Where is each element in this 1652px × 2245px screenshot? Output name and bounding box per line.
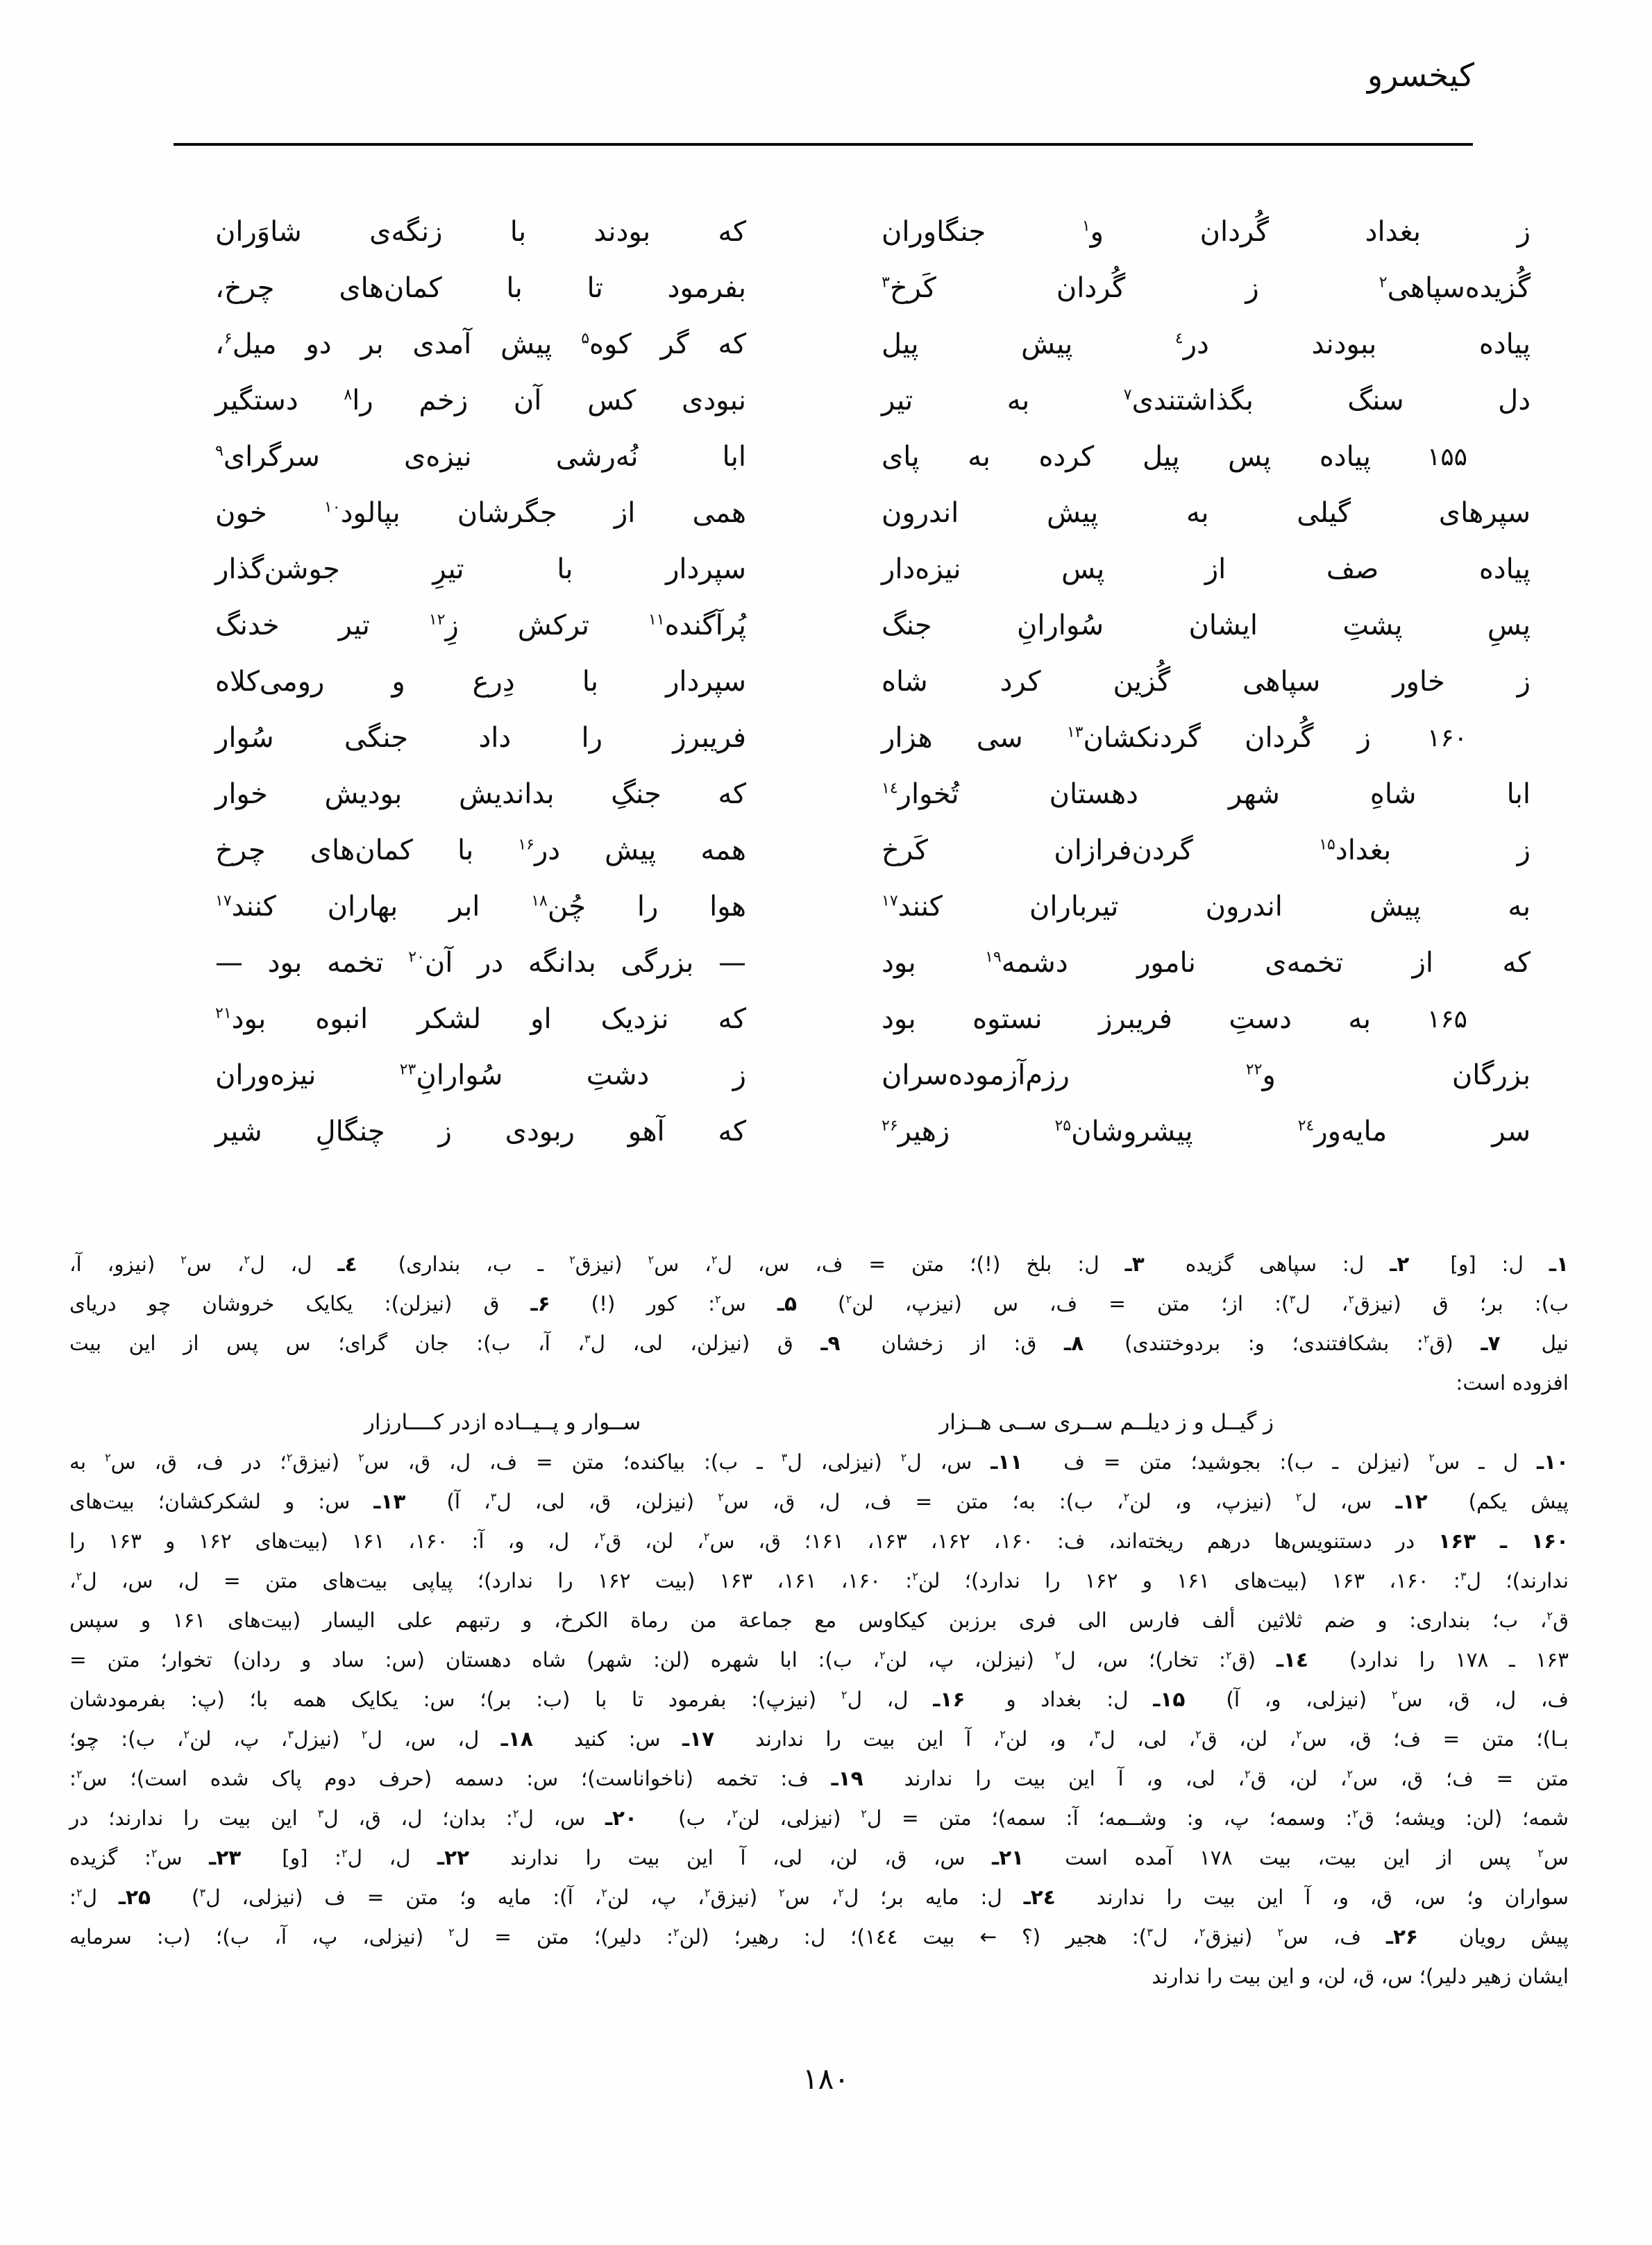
verse-row bbox=[215, 598, 1531, 654]
hemistich-right: سپرهای گیلی به پیش اندرون bbox=[882, 497, 1531, 529]
footnotes-block bbox=[69, 1245, 1569, 1996]
page-number: ۱۸۰ bbox=[802, 2062, 850, 2096]
hemistich-right: گُزیده‌سپاهی$^۲$ ز گُردان کَرخ$^۳$ bbox=[882, 272, 1531, 304]
footnote-verse-left: ســوار و پــیــاده ازدر کــــارزار bbox=[364, 1410, 641, 1435]
verse-row bbox=[215, 766, 1531, 823]
footnote-inline-verse bbox=[69, 1403, 1569, 1443]
header-rule bbox=[174, 143, 1473, 146]
hemistich-right: به پیش اندرون تیرباران کنند$^{۱۷}$ bbox=[882, 891, 1531, 923]
verse-row bbox=[215, 541, 1531, 598]
hemistich-left: که جنگِ بداندیش بودیش خوار bbox=[215, 778, 746, 810]
footnote-line: ق$^۲$، ب؛ بنداری: و ضم ثلاثین ألف فارس الی فری برزبن کیکاوس مع جماعة من رماة الکرخ، و رتبهم علی الیسار (بیت‌های ۱۶۱ و سپس bbox=[69, 1608, 1569, 1632]
footnote-line: ندارند)؛ ل$^۳$: ۱۶۰، ۱۶۳ (بیت‌های ۱۶۱ و ۱۶۲ را ندارد)؛ لن$^۲$: ۱۶۰، ۱۶۱، ۱۶۳ (بیت ۱۶۲ را ندارد)؛ پیاپی بیت‌های متن = ل، س، ل$^۲$، bbox=[69, 1569, 1569, 1592]
hemistich-left: سپردار با تیرِ جوشن‌گذار bbox=[215, 553, 746, 585]
hemistich-left: همی از جگرشان بپالود$^{۱۰}$ خون bbox=[215, 497, 747, 529]
verse-row bbox=[215, 654, 1531, 710]
hemistich-right: ز بغداد گُردان و$^۱$ جنگاوران bbox=[882, 216, 1531, 248]
footnote-line: سواران و؛ س، ق، و، آ این بیت را ندارند ۲٤ـ ل: مایه بر؛ ل$^۲$، س$^۲$ (نیزق$^۲$، پ، لن$^۲$، آ): مایه و؛ متن = ف (نیزلی، ل$^۳$) ۲۵ـ ل$^۲$: bbox=[69, 1885, 1569, 1909]
hemistich-right: سر مایه‌ور$^{۲٤}$ پیشروشان$^{۲۵}$ زهیر$^{۲۶}$ bbox=[882, 1116, 1531, 1147]
verse-row bbox=[215, 485, 1531, 541]
verse-row bbox=[215, 710, 1531, 766]
poem-block bbox=[215, 204, 1531, 1160]
hemistich-left: ابا نُه‌رشی نیزه‌ی سرگرای$^۹$ bbox=[215, 441, 746, 473]
footnote-line: پیش یکم) ۱۲ـ س، ل$^۲$ (نیزپ، و، لن$^۲$، ب): به؛ متن = ف، ل، ق، س$^۲$ (نیزلن، ق، لی، ل$^۳$، آ) ۱۳ـ س: و لشکرکشان؛ بیت‌های bbox=[69, 1490, 1569, 1513]
hemistich-right: ز خاور سپاهی گُزین کرد شاه bbox=[882, 666, 1531, 698]
verse-number: ۱۶۰ bbox=[1426, 724, 1467, 752]
hemistich-left: همه پیش در$^{۱۶}$ با کمان‌های چرخ bbox=[215, 834, 747, 866]
footnote-line: شمه؛ (لن: ویشه؛ ق$^۲$: وسمه؛ پ، و: وشــمه؛ آ: سمه)؛ متن = ل$^۲$ (نیزلی، لن$^۲$، ب) ۲۰ـ س، ل$^۲$: بدان؛ ل، ق، ل$^۳$ این بیت را ندارند؛ در bbox=[69, 1806, 1569, 1830]
verse-row bbox=[215, 879, 1531, 935]
verse-number: ۱۵۵ bbox=[1426, 443, 1467, 471]
footnote-line: افزوده است: bbox=[1456, 1371, 1569, 1395]
running-head-title: کیخسرو bbox=[1367, 56, 1474, 94]
footnote-line: ف، ل، ق، س$^۲$ (نیزلی، و، آ) ۱۵ـ ل: بغداد و ۱۶ـ ل، ل$^۲$ (نیزپ): بفرمود تا با (ب: بر)؛ س: یکایک همه با؛ (پ: بفرمودشان bbox=[69, 1688, 1569, 1711]
footnote-line: ایشان زهیر دلیر)؛ س، ق، لن، و این بیت را ندارند bbox=[1152, 1965, 1569, 1988]
verse-row bbox=[215, 1104, 1531, 1160]
verse-row bbox=[215, 991, 1531, 1048]
footnote-line: پیش رویان ۲۶ـ ف، س$^۲$ (نیزق$^۲$، ل$^۳$): هجیر (؟ ← بیت ۱٤٤)؛ ل: رهیر؛ (لن$^۲$: دلیر)؛ متن = ل$^۲$ (نیزلی، پ، آ، ب)؛ (ب: سرمایه bbox=[69, 1925, 1569, 1949]
hemistich-right: پسِ پشتِ ایشان سُوارانِ جنگ bbox=[882, 609, 1531, 641]
verse-row bbox=[215, 373, 1531, 429]
hemistich-left: که آهو ربودی ز چنگالِ شیر bbox=[215, 1116, 746, 1147]
footnote-line: نیل ۷ـ (ق$^۲$: بشکافتندی؛ و: بردوختندی) ۸ـ ق: از زخشان ۹ـ ق (نیزلن، لی، ل$^۳$، آ، ب): جان گرای؛ س پس از این بیت bbox=[69, 1331, 1569, 1355]
hemistich-left: ز دشتِ سُوارانِ$^{۲۳}$ نیزه‌وران bbox=[215, 1059, 746, 1091]
hemistich-right: پیاده پس پیل کرده به پای bbox=[882, 441, 1371, 473]
verse-row bbox=[215, 823, 1531, 879]
footnote-line: بـا)؛ متن = ف؛ ق، س$^۲$، لن، ق$^۲$، لی، ل$^۳$، و، لن$^۲$، آ این بیت را ندارند ۱۷ـ س: کنید ۱۸ـ ل، س، ل$^۲$ (نیزل$^۳$، پ، لن$^۲$، ب): چو؛ bbox=[69, 1727, 1569, 1751]
footnote-line: ب): بر؛ ق (نیزق$^۲$، ل$^۳$): از؛ متن = ف، س (نیزپ، لن$^۲$) ۵ـ س$^۲$: کور (!) ۶ـ ق (نیزلن): یکایک خروشان چو دریای bbox=[69, 1292, 1569, 1315]
hemistich-right: ز گُردان گردنکشان$^{۱۳}$ سی هزار bbox=[882, 722, 1371, 754]
footnote-line: ۱۶۳ ـ ۱۷۸ را ندارد) ۱٤ـ (ق$^۲$: تخار)؛ س، ل$^۲$ (نیزلن، پ، لن$^۲$، ب): ابا شهره (لن: شهر) شاه دهستان (س: ساد و ردان) تخوار؛ متن = bbox=[69, 1648, 1569, 1672]
footnote-line: ۱۰ـ ل ـ س$^۲$ (نیزلن ـ ب): بجوشید؛ متن = ف ۱۱ـ س، ل$^۲$ (نیزلی، ل$^۳$ ـ ب): بیاکنده؛ متن = ف، ل، ق، س$^۲$ (نیزق$^۲$؛ در ف، ق، س$^۲$ به bbox=[69, 1450, 1569, 1474]
verse-row bbox=[215, 429, 1531, 485]
hemistich-right: ز بغداد$^{۱۵}$ گردن‌فرازان کَرخ bbox=[882, 834, 1531, 866]
verse-row bbox=[215, 260, 1531, 317]
hemistich-right: به دستِ فریبرز نستوه بود bbox=[882, 1003, 1371, 1035]
hemistich-right: بزرگان و$^{۲۲}$ رزم‌آزموده‌سران bbox=[882, 1059, 1531, 1091]
hemistich-left: پُرآگنده$^{۱۱}$ ترکش زِ$^{۱۲}$ تیر خدنگ bbox=[215, 609, 746, 641]
verse-row bbox=[215, 317, 1531, 373]
hemistich-right: ابا شاهِ شهر دهستان تُخوار$^{۱٤}$ bbox=[882, 778, 1531, 810]
hemistich-right: که از تخمه‌ی نامور دشمه$^{۱۹}$ بود bbox=[882, 947, 1531, 979]
footnote-line: ۱۶۰ ـ ۱۶۳ در دستنویس‌ها درهم ریخته‌اند، ف: ۱۶۰، ۱۶۲، ۱۶۳، ۱۶۱؛ ق، س$^۲$، لن، ق$^۲$، ل، و، آ: ۱۶۰، ۱۶۱ (بیت‌های ۱۶۲ و ۱۶۳ را bbox=[69, 1529, 1569, 1553]
footnote-verse-right: ز گیــل و ز دیلــم ســری ســی هــزار bbox=[939, 1410, 1274, 1435]
verse-number: ۱۶۵ bbox=[1426, 1005, 1467, 1034]
hemistich-left: سپردار با دِرع و رومی‌کلاه bbox=[215, 666, 746, 698]
hemistich-right: پیاده ببودند در$^٤$ پیش پیل bbox=[882, 328, 1531, 360]
hemistich-right: دل سنگ بگذاشتندی$^۷$ به تیر bbox=[882, 385, 1531, 417]
hemistich-left: نبودی کس آن زخم را$^۸$ دستگیر bbox=[215, 385, 747, 417]
verse-row bbox=[215, 1048, 1531, 1104]
verse-row bbox=[215, 935, 1531, 991]
hemistich-left: که بودند با زنگه‌ی شاوَران bbox=[215, 216, 746, 248]
hemistich-left: هوا را چُن$^{۱۸}$ ابر بهاران کنند$^{۱۷}$ bbox=[215, 891, 747, 923]
footnote-line: ۱ـ ل: [و] ۲ـ ل: سپاهی گزیده ۳ـ ل: بلخ (!)؛ متن = ف، س، ل$^۲$، س$^۲$ (نیزق$^۲$ ـ ب، بنداری) ٤ـ ل، ل$^۲$، س$^۲$ (نیزو، آ، bbox=[69, 1252, 1569, 1276]
footnote-line: س$^۲$ پس از این بیت، بیت ۱۷۸ آمده است ۲۱ـ س، ق، لن، لی، آ این بیت را ندارند ۲۲ـ ل، ل$^۲$: [و] ۲۳ـ س$^۲$: گزیده bbox=[69, 1846, 1569, 1869]
hemistich-left: فریبرز را داد جنگی سُوار bbox=[215, 722, 746, 754]
verse-row bbox=[215, 204, 1531, 260]
footnote-line: متن = ف؛ ق، س$^۲$، لن، ق$^۲$، لی، و، آ این بیت را ندارند ۱۹ـ ف: تخمه (ناخواناست)؛ س: دسمه (حرف دوم پاک شده است)؛ س$^۲$: bbox=[69, 1767, 1569, 1790]
hemistich-right: پیاده صف از پس نیزه‌دار bbox=[882, 553, 1531, 585]
hemistich-left: که گر کوه$^۵$ پیش آمدی بر دو میل$^۶$، bbox=[215, 328, 746, 360]
hemistich-left: — بزرگی بدانگه در آن$^{۲۰}$ تخمه بود — bbox=[215, 947, 746, 979]
hemistich-left: که نزدیک او لشکر انبوه بود$^{۲۱}$ bbox=[215, 1003, 746, 1035]
hemistich-left: بفرمود تا با کمان‌های چرخ، bbox=[215, 272, 746, 304]
